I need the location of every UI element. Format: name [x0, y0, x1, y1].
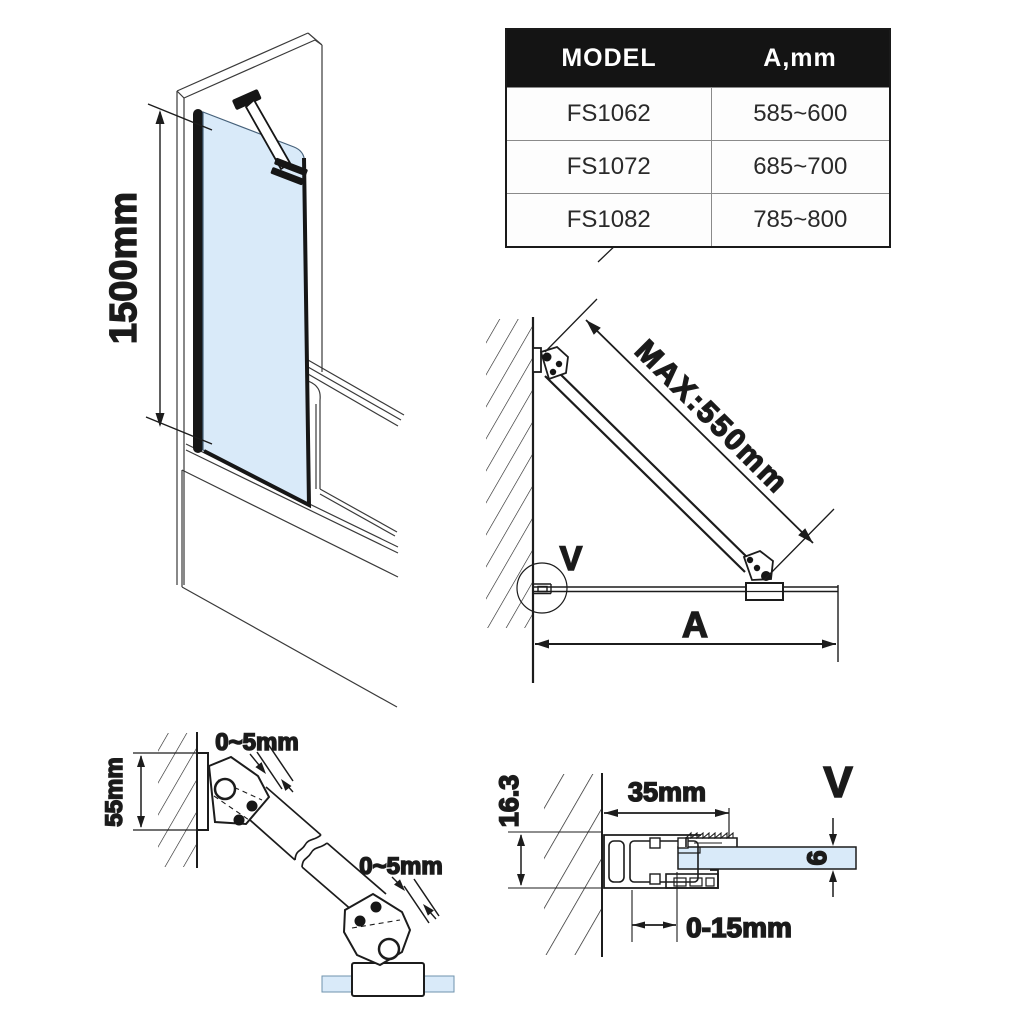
max-dimension: [545, 299, 834, 580]
table-header-amm: A,mm: [711, 29, 890, 88]
gap-bottom-label: 0~5mm: [359, 853, 443, 880]
max-dimension-label: MAX:550mm: [628, 333, 796, 501]
a-mm-cell: 685~700: [711, 141, 890, 194]
wall-hatch: [486, 319, 533, 628]
wall-hatch: [544, 774, 602, 955]
glass-strip-left: [322, 976, 352, 992]
table-row: [506, 88, 890, 141]
iso-view: [103, 33, 404, 707]
table-header-row: [506, 29, 890, 88]
adjust-label: 0-15mm: [686, 912, 792, 943]
table-row: [506, 194, 890, 248]
glass-strip-right: [424, 976, 454, 992]
model-cell: FS1082: [506, 194, 711, 248]
glass-plan-lines: [533, 587, 838, 592]
plan-view: [486, 299, 838, 683]
section-detail: [494, 758, 856, 957]
width-label: 35mm: [627, 777, 707, 807]
a-mm-cell: 785~800: [711, 194, 890, 248]
table-row: [506, 141, 890, 194]
height-dimension-label: 1500mm: [103, 191, 145, 345]
model-spec-table: [505, 28, 891, 248]
table-header-model: MODEL: [506, 29, 711, 88]
wall-plate: [197, 753, 208, 830]
a-dimension-label: A: [682, 604, 708, 645]
width-dimension: [604, 808, 729, 838]
glass-thickness-label: 6: [802, 850, 832, 866]
lower-hinge-bracket: [344, 894, 410, 965]
section-v-title: V: [823, 758, 853, 807]
depth-label: 16.3: [494, 774, 524, 828]
gap-top-label: 0~5mm: [215, 729, 299, 756]
wall-profile-bar: [193, 109, 203, 453]
hinge-detail: [101, 729, 454, 996]
model-cell: FS1062: [506, 88, 711, 141]
wall-offset-label: 55mm: [101, 757, 128, 827]
a-mm-cell: 585~600: [711, 88, 890, 141]
glass-clamp: [352, 963, 424, 996]
model-cell: FS1072: [506, 141, 711, 194]
detail-v-label: V: [559, 540, 583, 578]
